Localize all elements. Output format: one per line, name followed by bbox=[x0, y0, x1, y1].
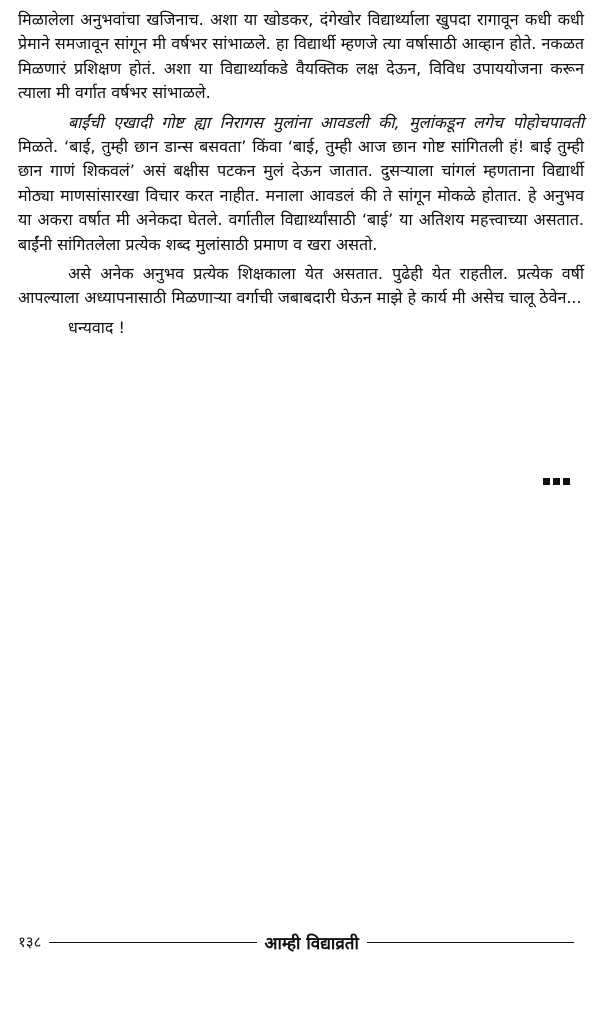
paragraph-2 bbox=[18, 111, 584, 257]
end-mark-square bbox=[553, 478, 560, 485]
section-end-mark bbox=[543, 478, 570, 485]
end-mark-square bbox=[563, 478, 570, 485]
paragraph-3: असे अनेक अनुभव प्रत्येक शिक्षकाला येत असतात. पुढेही येत राहतील. प्रत्येक वर्षी आपल्याला अध्यापनासाठी मिळणाऱ्या वर्गाची जबाबदारी घेऊन माझे हे कार्य मी असेच चालू ठेवेन... bbox=[18, 264, 584, 308]
footer-rule-right bbox=[367, 942, 574, 943]
paragraph-2-italic-lead: बाईंची एखादी गोष्ट ह्या निरागस मुलांना आवडली की, मुलांकडून लगेच पोहोचपावती bbox=[68, 112, 584, 132]
running-title: आम्ही विद्याव्रती bbox=[264, 933, 359, 954]
end-mark-square bbox=[543, 478, 550, 485]
paragraph-4-thanks: धन्यवाद ! bbox=[68, 317, 125, 337]
footer-rule-left bbox=[49, 942, 256, 943]
page-number: १३८ bbox=[18, 933, 42, 951]
page-footer bbox=[18, 928, 582, 956]
paragraph-1: मिळालेला अनुभवांचा खजिनाच. अशा या खोडकर, दंगेखोर विद्यार्थ्याला खुपदा रागावून कधी कधी प्रेमाने समजावून सांगून मी वर्षभर सांभाळले. हा विद्यार्थी म्हणजे त्या वर्षासाठी आव्हान होते. नकळत मिळणारं प्रशिक्षण होतं. अशा या विद्यार्थ्याकडे वैयक्तिक लक्ष देऊन, विविध उपाययोजना करून त्याला मी वर्गात वर्षभर सांभाळले. bbox=[18, 10, 584, 103]
paragraph-2-body: मिळते. ‘बाई, तुम्ही छान डान्स बसवता’ किंवा ‘बाई, तुम्ही आज छान गोष्ट सांगितली हं! बाई तुम्ही छान गाणं शिकवलं’ असं बक्षीस पटकन मुलं देऊन जातात. दुसऱ्याला चांगलं म्हणताना विद्यार्थी मोठ्या माणसांसारखा विचार करत नाहीत. मनाला आवडलं की ते सांगून मोकळे होतात. हे अनुभव या अकरा वर्षात मी अनेकदा घेतले. वर्गातील विद्यार्थ्यांसाठी ‘बाई’ या अतिशय महत्त्वाच्या असतात. बाईंनी सांगितलेला प्रत्येक शब्द मुलांसाठी प्रमाण व खरा असतो. bbox=[18, 137, 584, 254]
body-text bbox=[18, 8, 584, 340]
